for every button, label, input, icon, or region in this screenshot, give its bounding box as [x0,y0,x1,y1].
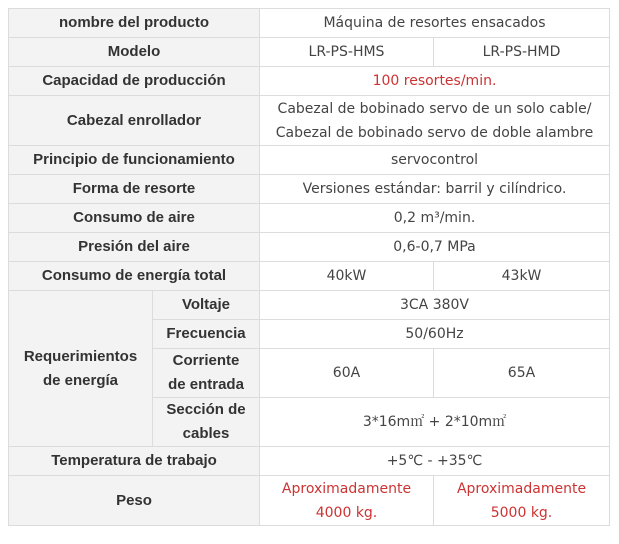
power-requirements-line-2: de energía [42,371,119,389]
value-product-name: Máquina de resortes ensacados [260,9,610,38]
winding-head-line-2: Cabezal de bobinado servo de doble alambre [275,124,594,141]
label-air-consumption: Consumo de aire [9,204,260,233]
winding-head-line-1: Cabezal de bobinado servo de un solo cable/ [277,100,592,117]
row-product-name [9,9,610,38]
cable-section-line-2: cables [182,425,230,442]
weight-hmd-line-2: 5000 kg. [490,504,553,521]
value-total-power-hmd: 43kW [434,262,610,291]
value-air-pressure: 0,6-0,7 MPa [260,233,610,262]
label-product-name: nombre del producto [9,9,260,38]
label-winding-head: Cabezal enrollador [9,96,260,146]
value-input-current-hms: 60A [260,349,434,398]
row-principle [9,146,610,175]
row-voltage [9,291,610,320]
label-air-pressure: Presión del aire [9,233,260,262]
row-model [9,38,610,67]
value-total-power-hms: 40kW [260,262,434,291]
weight-hms-line-1: Aproximadamente [281,480,412,497]
label-total-power: Consumo de energía total [9,262,260,291]
cable-section-line-1: Sección de [166,401,246,418]
value-winding-head [260,96,610,146]
value-frequency: 50/60Hz [260,320,610,349]
label-capacity: Capacidad de producción [9,67,260,96]
value-weight-hmd [434,476,610,526]
value-principle: servocontrol [260,146,610,175]
value-capacity: 100 resortes/min. [260,67,610,96]
label-model: Modelo [9,38,260,67]
weight-hmd-line-1: Aproximadamente [456,480,587,497]
row-winding-head [9,96,610,146]
label-principle: Principio de funcionamiento [9,146,260,175]
value-weight-hms [260,476,434,526]
value-air-consumption: 0,2 m³/min. [260,204,610,233]
value-model-hmd: LR-PS-HMD [434,38,610,67]
power-requirements-line-1: Requerimientos [23,347,138,365]
weight-hms-line-2: 4000 kg. [315,504,378,521]
row-air-pressure [9,233,610,262]
spec-table [8,8,610,526]
input-current-line-2: de entrada [168,376,244,393]
row-weight [9,476,610,526]
row-spring-shape [9,175,610,204]
row-total-power [9,262,610,291]
value-spring-shape: Versiones estándar: barril y cilíndrico. [260,175,610,204]
value-voltage: 3CA 380V [260,291,610,320]
label-input-current [153,349,260,398]
value-input-current-hmd: 65A [434,349,610,398]
value-model-hms: LR-PS-HMS [260,38,434,67]
label-frequency: Frecuencia [153,320,260,349]
value-working-temperature: +5℃ - +35℃ [260,447,610,476]
label-weight: Peso [9,476,260,526]
row-capacity [9,67,610,96]
label-power-requirements [9,291,153,447]
label-working-temperature: Temperatura de trabajo [9,447,260,476]
value-cable-section: 3*16m㎡ + 2*10m㎡ [260,398,610,447]
label-spring-shape: Forma de resorte [9,175,260,204]
row-air-consumption [9,204,610,233]
input-current-line-1: Corriente [172,352,240,369]
row-working-temperature [9,447,610,476]
label-cable-section [153,398,260,447]
label-voltage: Voltaje [153,291,260,320]
